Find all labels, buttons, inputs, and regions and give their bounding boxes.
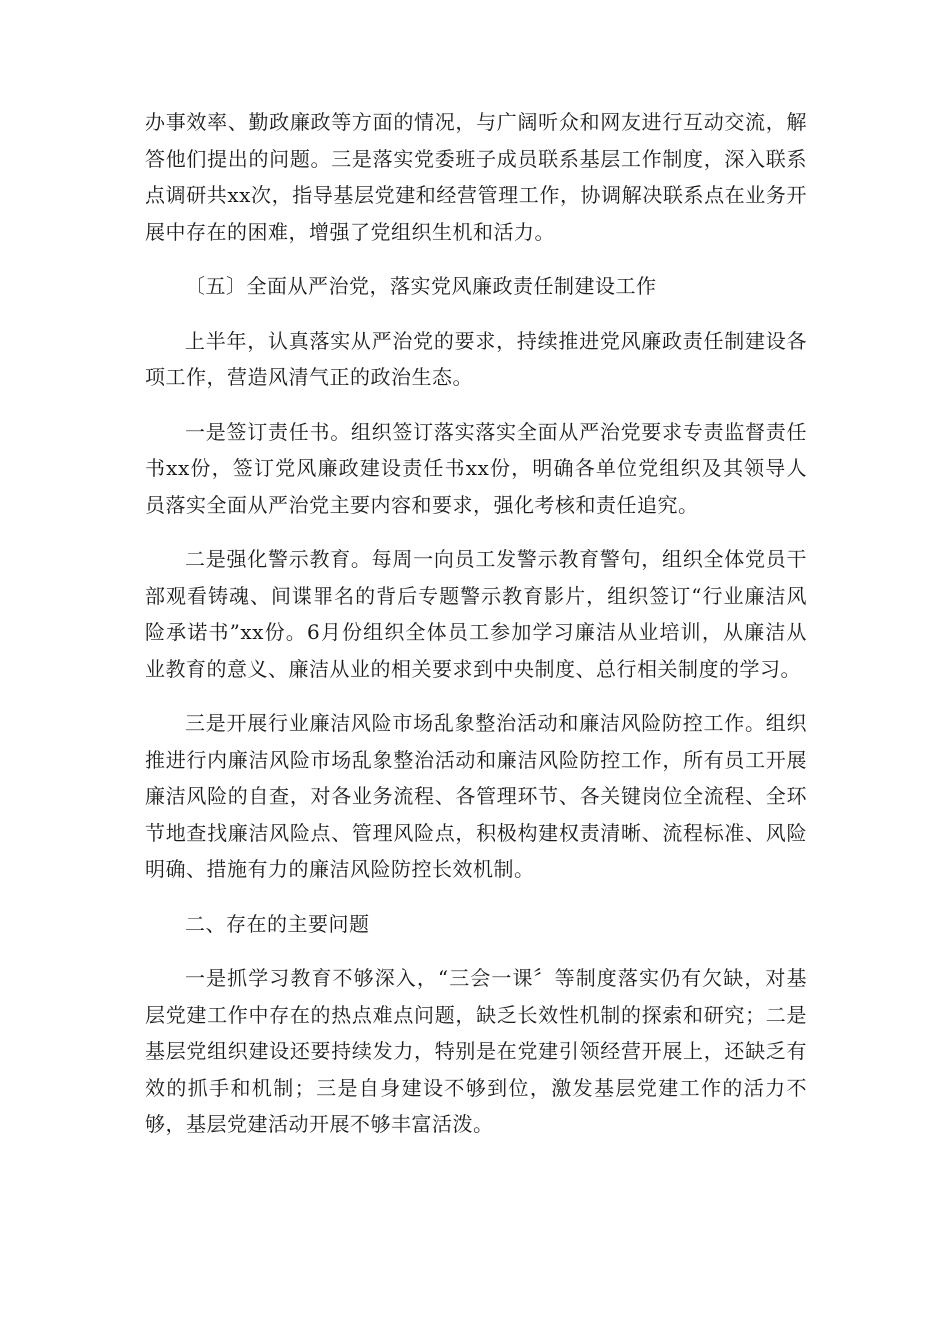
paragraph-risk-control: 三是开展行业廉洁风险市场乱象整治活动和廉洁风险防控工作。组织推进行内廉洁风险市场乱象整治活动和廉洁风险防控工作，所有员工开展廉洁风险的自查，对各业务流程、各管理环节、各关键岗位全流程、全环节地查找廉洁风险点、管理风险点，积极构建权责清晰、流程标准、风险明确、措施有力的廉洁风险防控长效机制。 [145, 711, 807, 881]
paragraph-continuation: 办事效率、勤政廉政等方面的情况，与广阔听众和网友进行互动交流，解答他们提出的问题。三是落实党委班子成员联系基层工作制度，深入联系点调研共xx次，指导基层党建和经营管理工作，协调解决联系点在业务开展中存在的困难，增强了党组织生机和活力。 [145, 110, 807, 244]
paragraph-problems: 一是抓学习教育不够深入，“三会一课〞等制度落实仍有欠缺，对基层党建工作中存在的热点难点问题，缺乏长效性机制的探索和研究；二是基层党组织建设还要持续发力，特别是在党建引领经营开展上，还缺乏有效的抓手和机制；三是自身建设不够到位，激发基层党建工作的活力不够，基层党建活动开展不够丰富活泼。 [145, 966, 807, 1136]
paragraph-warning-education: 二是强化警示教育。每周一向员工发警示教育警句，组织全体党员干部观看铸魂、间谍罪名的背后专题警示教育影片，组织签订“行业廉洁风险承诺书”xx份。6月份组织全体员工参加学习廉洁从业培训，从廉洁从业教育的意义、廉洁从业的相关要求到中央制度、总行相关制度的学习。 [145, 547, 807, 681]
paragraph-responsibility-letter: 一是签订责任书。组织签订落实落实全面从严治党要求专责监督责任书xx份，签订党风廉政建设责任书xx份，明确各单位党组织及其领导人员落实全面从严治党主要内容和要求，强化考核和责任追究。 [145, 419, 807, 517]
document-body [145, 104, 807, 1161]
paragraph-first-half-year: 上半年，认真落实从严治党的要求，持续推进党风廉政责任制建设各项工作，营造风清气正的政治生态。 [145, 328, 807, 389]
section-heading-five: 〔五〕全面从严治党，落实党风廉政责任制建设工作 [185, 274, 657, 298]
section-heading-problems: 二、存在的主要问题 [185, 911, 370, 936]
